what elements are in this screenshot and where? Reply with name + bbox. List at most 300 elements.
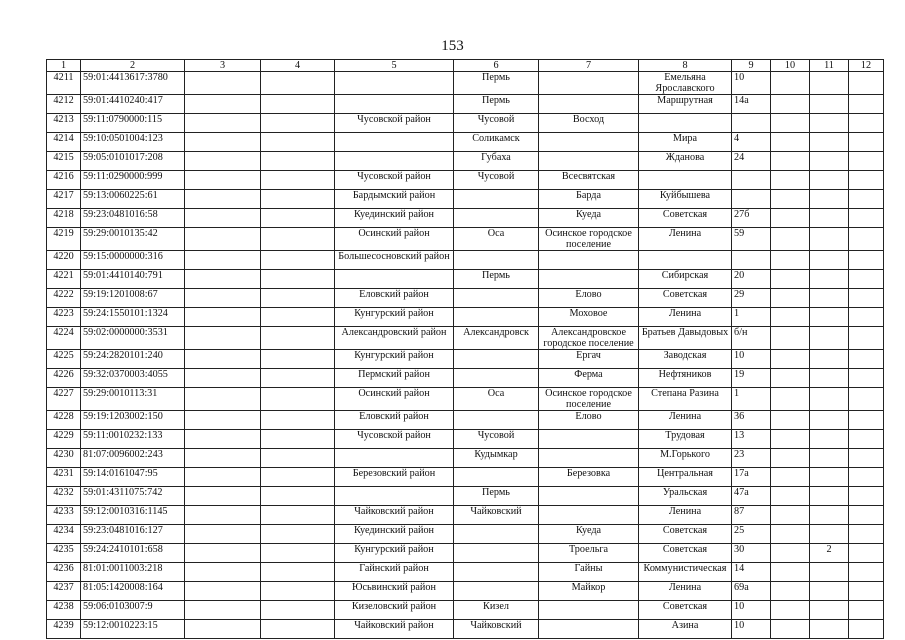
- col-10-cell: [771, 449, 810, 468]
- col-11-cell: [810, 411, 849, 430]
- house-number-cell: [732, 251, 771, 270]
- col-12-cell: [849, 430, 884, 449]
- row-number-cell: 4214: [47, 133, 81, 152]
- cadastral-number-cell: 59:12:0010223:15: [81, 620, 185, 639]
- district-cell: Кунгурский район: [335, 350, 454, 369]
- street-cell: Ленина: [639, 506, 732, 525]
- col-4-cell: [261, 289, 335, 308]
- row-number-cell: 4218: [47, 209, 81, 228]
- col-12-cell: [849, 209, 884, 228]
- street-cell: Уральская: [639, 487, 732, 506]
- table-row: [47, 72, 884, 95]
- col-4-cell: [261, 449, 335, 468]
- settlement-cell: Осинское городское поселение: [539, 228, 639, 251]
- row-number-cell: 4227: [47, 388, 81, 411]
- column-header: 3: [185, 60, 261, 72]
- house-number-cell: 4: [732, 133, 771, 152]
- street-cell: Трудовая: [639, 430, 732, 449]
- registry-table: [46, 59, 884, 639]
- house-number-cell: 17а: [732, 468, 771, 487]
- district-cell: Большесосновский район: [335, 251, 454, 270]
- col-4-cell: [261, 190, 335, 209]
- col-10-cell: [771, 411, 810, 430]
- settlement-cell: Всесвятская: [539, 171, 639, 190]
- cadastral-number-cell: 81:07:0096002:243: [81, 449, 185, 468]
- col-11-cell: [810, 468, 849, 487]
- table-row: [47, 289, 884, 308]
- settlement-cell: [539, 72, 639, 95]
- cadastral-number-cell: 59:01:4410240:417: [81, 95, 185, 114]
- col-3-cell: [185, 582, 261, 601]
- table-row: [47, 620, 884, 639]
- col-10-cell: [771, 251, 810, 270]
- house-number-cell: 47а: [732, 487, 771, 506]
- cadastral-number-cell: 59:01:4413617:3780: [81, 72, 185, 95]
- table-row: [47, 209, 884, 228]
- house-number-cell: [732, 190, 771, 209]
- col-4-cell: [261, 95, 335, 114]
- col-11-cell: [810, 209, 849, 228]
- col-10-cell: [771, 327, 810, 350]
- col-4-cell: [261, 468, 335, 487]
- col-3-cell: [185, 251, 261, 270]
- city-cell: Соликамск: [454, 133, 539, 152]
- table-row: [47, 171, 884, 190]
- street-cell: Нефтяников: [639, 369, 732, 388]
- settlement-cell: Елово: [539, 411, 639, 430]
- col-4-cell: [261, 563, 335, 582]
- column-header: 4: [261, 60, 335, 72]
- city-cell: [454, 369, 539, 388]
- col-3-cell: [185, 171, 261, 190]
- district-cell: [335, 270, 454, 289]
- street-cell: Коммунистическая: [639, 563, 732, 582]
- city-cell: [454, 525, 539, 544]
- col-11-cell: [810, 72, 849, 95]
- col-10-cell: [771, 308, 810, 327]
- col-4-cell: [261, 506, 335, 525]
- city-cell: Чусовой: [454, 171, 539, 190]
- column-header: 1: [47, 60, 81, 72]
- district-cell: [335, 487, 454, 506]
- table-row: [47, 544, 884, 563]
- col-4-cell: [261, 171, 335, 190]
- column-header: 11: [810, 60, 849, 72]
- street-cell: Емельяна Ярославского: [639, 72, 732, 95]
- row-number-cell: 4229: [47, 430, 81, 449]
- col-4-cell: [261, 308, 335, 327]
- city-cell: Кудымкар: [454, 449, 539, 468]
- settlement-cell: Барда: [539, 190, 639, 209]
- col-12-cell: [849, 308, 884, 327]
- col-10-cell: [771, 350, 810, 369]
- col-10-cell: [771, 133, 810, 152]
- street-cell: Маршрутная: [639, 95, 732, 114]
- cadastral-number-cell: 59:10:0501004:123: [81, 133, 185, 152]
- col-10-cell: [771, 468, 810, 487]
- district-cell: Чайковский район: [335, 506, 454, 525]
- col-12-cell: [849, 251, 884, 270]
- settlement-cell: Осинское городское поселение: [539, 388, 639, 411]
- settlement-cell: Майкор: [539, 582, 639, 601]
- table-row: [47, 563, 884, 582]
- col-10-cell: [771, 369, 810, 388]
- col-11-cell: [810, 95, 849, 114]
- col-11-cell: [810, 133, 849, 152]
- col-3-cell: [185, 114, 261, 133]
- settlement-cell: [539, 601, 639, 620]
- street-cell: Советская: [639, 209, 732, 228]
- house-number-cell: 29: [732, 289, 771, 308]
- cadastral-number-cell: 81:01:0011003:218: [81, 563, 185, 582]
- col-3-cell: [185, 563, 261, 582]
- col-4-cell: [261, 487, 335, 506]
- column-header: 9: [732, 60, 771, 72]
- city-cell: Кизел: [454, 601, 539, 620]
- table-row: [47, 487, 884, 506]
- house-number-cell: 20: [732, 270, 771, 289]
- col-11-cell: [810, 582, 849, 601]
- city-cell: [454, 190, 539, 209]
- street-cell: [639, 251, 732, 270]
- city-cell: [454, 468, 539, 487]
- city-cell: Чайковский: [454, 620, 539, 639]
- col-3-cell: [185, 487, 261, 506]
- col-4-cell: [261, 411, 335, 430]
- col-3-cell: [185, 601, 261, 620]
- district-cell: Еловский район: [335, 289, 454, 308]
- col-10-cell: [771, 525, 810, 544]
- col-12-cell: [849, 582, 884, 601]
- settlement-cell: [539, 133, 639, 152]
- table-row: [47, 114, 884, 133]
- city-cell: Александровск: [454, 327, 539, 350]
- col-12-cell: [849, 449, 884, 468]
- street-cell: Братьев Давыдовых: [639, 327, 732, 350]
- row-number-cell: 4226: [47, 369, 81, 388]
- col-12-cell: [849, 289, 884, 308]
- row-number-cell: 4238: [47, 601, 81, 620]
- cadastral-number-cell: 59:23:0481016:58: [81, 209, 185, 228]
- street-cell: Ленина: [639, 582, 732, 601]
- city-cell: [454, 308, 539, 327]
- house-number-cell: 1: [732, 308, 771, 327]
- table-row: [47, 152, 884, 171]
- row-number-cell: 4228: [47, 411, 81, 430]
- col-4-cell: [261, 152, 335, 171]
- table-row: [47, 133, 884, 152]
- column-header: 10: [771, 60, 810, 72]
- district-cell: Бардымский район: [335, 190, 454, 209]
- col-12-cell: [849, 114, 884, 133]
- col-12-cell: [849, 72, 884, 95]
- house-number-cell: 14а: [732, 95, 771, 114]
- row-number-cell: 4220: [47, 251, 81, 270]
- settlement-cell: [539, 270, 639, 289]
- column-header: 8: [639, 60, 732, 72]
- cadastral-number-cell: 59:11:0290000:999: [81, 171, 185, 190]
- col-11-cell: [810, 251, 849, 270]
- street-cell: Центральная: [639, 468, 732, 487]
- house-number-cell: 87: [732, 506, 771, 525]
- table-row: [47, 388, 884, 411]
- cadastral-number-cell: 59:19:1201008:67: [81, 289, 185, 308]
- settlement-cell: [539, 506, 639, 525]
- district-cell: [335, 152, 454, 171]
- col-12-cell: [849, 411, 884, 430]
- row-number-cell: 4216: [47, 171, 81, 190]
- street-cell: Ленина: [639, 308, 732, 327]
- table-row: [47, 369, 884, 388]
- house-number-cell: 27б: [732, 209, 771, 228]
- district-cell: Березовский район: [335, 468, 454, 487]
- col-10-cell: [771, 601, 810, 620]
- cadastral-number-cell: 59:24:1550101:1324: [81, 308, 185, 327]
- row-number-cell: 4212: [47, 95, 81, 114]
- col-3-cell: [185, 95, 261, 114]
- district-cell: Кизеловский район: [335, 601, 454, 620]
- cadastral-number-cell: 59:29:0010135:42: [81, 228, 185, 251]
- col-3-cell: [185, 228, 261, 251]
- col-10-cell: [771, 209, 810, 228]
- col-10-cell: [771, 620, 810, 639]
- col-11-cell: [810, 563, 849, 582]
- city-cell: [454, 251, 539, 270]
- col-11-cell: [810, 388, 849, 411]
- col-3-cell: [185, 133, 261, 152]
- district-cell: Кунгурский район: [335, 544, 454, 563]
- col-11-cell: [810, 369, 849, 388]
- street-cell: Сибирская: [639, 270, 732, 289]
- cadastral-number-cell: 59:06:0103007:9: [81, 601, 185, 620]
- col-11-cell: [810, 525, 849, 544]
- district-cell: Куединский район: [335, 209, 454, 228]
- col-11-cell: [810, 171, 849, 190]
- street-cell: М.Горького: [639, 449, 732, 468]
- col-3-cell: [185, 350, 261, 369]
- col-3-cell: [185, 190, 261, 209]
- settlement-cell: [539, 430, 639, 449]
- col-10-cell: [771, 563, 810, 582]
- city-cell: Губаха: [454, 152, 539, 171]
- col-11-cell: 2: [810, 544, 849, 563]
- row-number-cell: 4222: [47, 289, 81, 308]
- cadastral-number-cell: 59:15:0000000:316: [81, 251, 185, 270]
- col-4-cell: [261, 270, 335, 289]
- table-row: [47, 601, 884, 620]
- house-number-cell: 59: [732, 228, 771, 251]
- street-cell: Куйбышева: [639, 190, 732, 209]
- district-cell: Юсьвинский район: [335, 582, 454, 601]
- column-header: 5: [335, 60, 454, 72]
- table-row: [47, 308, 884, 327]
- house-number-cell: б/н: [732, 327, 771, 350]
- settlement-cell: Моховое: [539, 308, 639, 327]
- col-3-cell: [185, 327, 261, 350]
- table-row: [47, 251, 884, 270]
- city-cell: Пермь: [454, 95, 539, 114]
- district-cell: [335, 449, 454, 468]
- col-12-cell: [849, 350, 884, 369]
- col-11-cell: [810, 449, 849, 468]
- cadastral-number-cell: 59:23:0481016:127: [81, 525, 185, 544]
- city-cell: [454, 209, 539, 228]
- col-4-cell: [261, 114, 335, 133]
- col-12-cell: [849, 563, 884, 582]
- table-row: [47, 525, 884, 544]
- cadastral-number-cell: 59:05:0101017:208: [81, 152, 185, 171]
- house-number-cell: 30: [732, 544, 771, 563]
- settlement-cell: [539, 449, 639, 468]
- col-11-cell: [810, 308, 849, 327]
- col-12-cell: [849, 525, 884, 544]
- row-number-cell: 4221: [47, 270, 81, 289]
- col-11-cell: [810, 152, 849, 171]
- district-cell: Осинский район: [335, 228, 454, 251]
- settlement-cell: Ферма: [539, 369, 639, 388]
- page-number: 153: [441, 38, 464, 54]
- col-3-cell: [185, 411, 261, 430]
- col-4-cell: [261, 350, 335, 369]
- col-10-cell: [771, 270, 810, 289]
- col-10-cell: [771, 72, 810, 95]
- house-number-cell: 10: [732, 601, 771, 620]
- city-cell: [454, 350, 539, 369]
- cadastral-number-cell: 59:24:2410101:658: [81, 544, 185, 563]
- col-4-cell: [261, 228, 335, 251]
- city-cell: Пермь: [454, 487, 539, 506]
- row-number-cell: 4213: [47, 114, 81, 133]
- street-cell: Советская: [639, 525, 732, 544]
- col-10-cell: [771, 152, 810, 171]
- col-4-cell: [261, 601, 335, 620]
- col-10-cell: [771, 430, 810, 449]
- cadastral-number-cell: 59:29:0010113:31: [81, 388, 185, 411]
- row-number-cell: 4232: [47, 487, 81, 506]
- col-3-cell: [185, 388, 261, 411]
- cadastral-number-cell: 59:14:0161047:95: [81, 468, 185, 487]
- city-cell: Пермь: [454, 270, 539, 289]
- street-cell: Советская: [639, 601, 732, 620]
- col-11-cell: [810, 430, 849, 449]
- district-cell: Пермский район: [335, 369, 454, 388]
- col-10-cell: [771, 95, 810, 114]
- city-cell: [454, 582, 539, 601]
- col-12-cell: [849, 95, 884, 114]
- col-3-cell: [185, 270, 261, 289]
- col-11-cell: [810, 620, 849, 639]
- street-cell: Советская: [639, 544, 732, 563]
- col-3-cell: [185, 525, 261, 544]
- street-cell: Жданова: [639, 152, 732, 171]
- street-cell: Советская: [639, 289, 732, 308]
- col-4-cell: [261, 133, 335, 152]
- city-cell: Оса: [454, 388, 539, 411]
- row-number-cell: 4217: [47, 190, 81, 209]
- district-cell: Кунгурский район: [335, 308, 454, 327]
- col-12-cell: [849, 171, 884, 190]
- table-row: [47, 270, 884, 289]
- settlement-cell: Ергач: [539, 350, 639, 369]
- col-3-cell: [185, 620, 261, 639]
- row-number-cell: 4219: [47, 228, 81, 251]
- city-cell: [454, 563, 539, 582]
- cadastral-number-cell: 59:24:2820101:240: [81, 350, 185, 369]
- table-row: [47, 468, 884, 487]
- col-4-cell: [261, 72, 335, 95]
- table-row: [47, 190, 884, 209]
- col-12-cell: [849, 388, 884, 411]
- cadastral-number-cell: 81:05:1420008:164: [81, 582, 185, 601]
- settlement-cell: Куеда: [539, 525, 639, 544]
- city-cell: Пермь: [454, 72, 539, 95]
- table-body: [47, 72, 884, 639]
- district-cell: Гайнский район: [335, 563, 454, 582]
- house-number-cell: 24: [732, 152, 771, 171]
- house-number-cell: 23: [732, 449, 771, 468]
- row-number-cell: 4233: [47, 506, 81, 525]
- cadastral-number-cell: 59:32:0370003:4055: [81, 369, 185, 388]
- col-3-cell: [185, 506, 261, 525]
- house-number-cell: [732, 114, 771, 133]
- col-11-cell: [810, 327, 849, 350]
- settlement-cell: Куеда: [539, 209, 639, 228]
- col-3-cell: [185, 152, 261, 171]
- col-4-cell: [261, 388, 335, 411]
- col-4-cell: [261, 544, 335, 563]
- col-10-cell: [771, 114, 810, 133]
- col-3-cell: [185, 289, 261, 308]
- settlement-cell: [539, 620, 639, 639]
- col-10-cell: [771, 487, 810, 506]
- col-10-cell: [771, 544, 810, 563]
- col-12-cell: [849, 228, 884, 251]
- cadastral-number-cell: 59:12:0010316:1145: [81, 506, 185, 525]
- col-4-cell: [261, 430, 335, 449]
- district-cell: Осинский район: [335, 388, 454, 411]
- table-row: [47, 350, 884, 369]
- row-number-cell: 4237: [47, 582, 81, 601]
- col-11-cell: [810, 487, 849, 506]
- cadastral-number-cell: 59:11:0790000:115: [81, 114, 185, 133]
- house-number-cell: 19: [732, 369, 771, 388]
- col-12-cell: [849, 620, 884, 639]
- col-11-cell: [810, 506, 849, 525]
- table-row: [47, 506, 884, 525]
- col-10-cell: [771, 190, 810, 209]
- col-11-cell: [810, 114, 849, 133]
- col-11-cell: [810, 601, 849, 620]
- col-11-cell: [810, 350, 849, 369]
- col-12-cell: [849, 152, 884, 171]
- row-number-cell: 4234: [47, 525, 81, 544]
- col-12-cell: [849, 369, 884, 388]
- settlement-cell: Гайны: [539, 563, 639, 582]
- col-12-cell: [849, 506, 884, 525]
- district-cell: Куединский район: [335, 525, 454, 544]
- col-11-cell: [810, 228, 849, 251]
- city-cell: Оса: [454, 228, 539, 251]
- col-11-cell: [810, 190, 849, 209]
- street-cell: Ленина: [639, 228, 732, 251]
- col-3-cell: [185, 72, 261, 95]
- col-3-cell: [185, 308, 261, 327]
- col-10-cell: [771, 582, 810, 601]
- cadastral-number-cell: 59:02:0000000:3531: [81, 327, 185, 350]
- col-12-cell: [849, 601, 884, 620]
- column-header: 7: [539, 60, 639, 72]
- house-number-cell: 69а: [732, 582, 771, 601]
